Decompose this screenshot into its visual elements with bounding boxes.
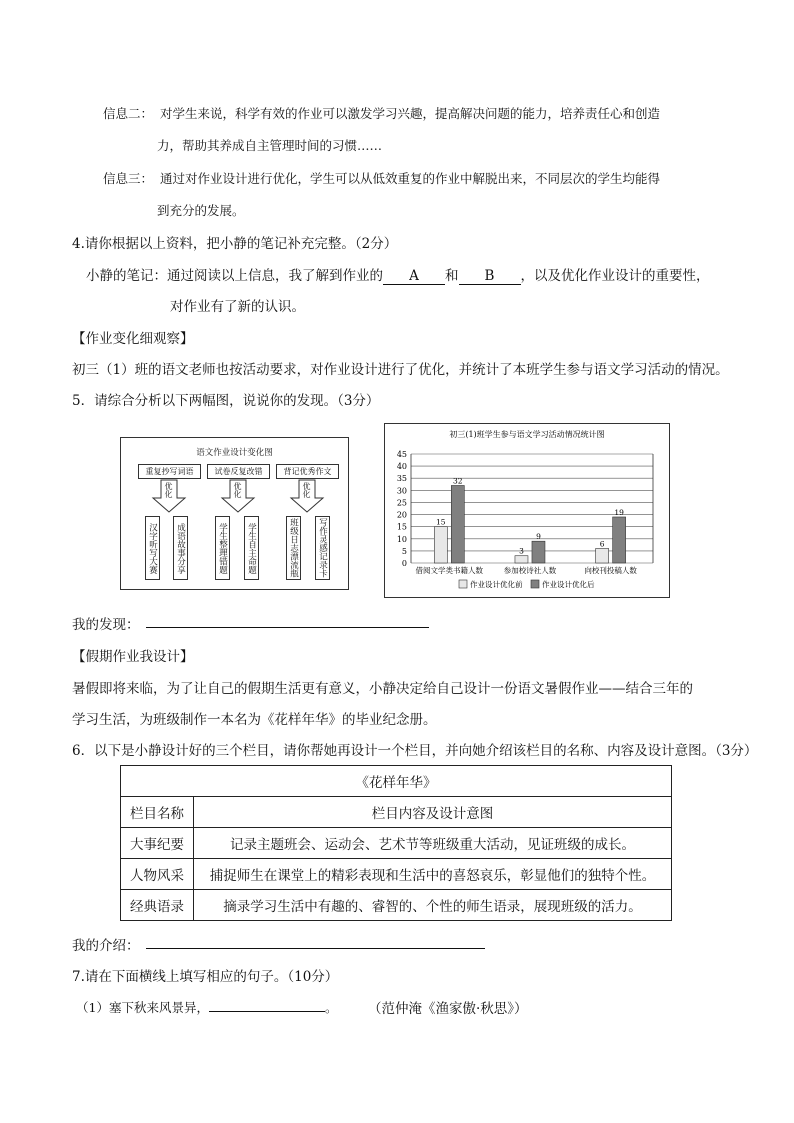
q7-item1-blank[interactable] [209, 1011, 325, 1012]
y-tick-label: 10 [396, 534, 407, 544]
diagram-bottom-3a: 班级日志漂流瓶 [286, 516, 301, 580]
q7-prompt: 7.请在下面横线上填写相应的句子。（10分） [72, 969, 339, 985]
table-header-content: 栏目内容及设计意图 [194, 797, 672, 828]
q6-intro-label: 我的介绍： [72, 938, 140, 954]
legend-swatch [459, 580, 467, 588]
y-tick-label: 0 [401, 559, 407, 568]
q4-prompt: 4.请你根据以上资料，把小静的笔记补充完整。（2分） [72, 236, 398, 252]
q7-item1-suffix: 。 [324, 1000, 338, 1015]
y-tick-label: 35 [396, 474, 407, 484]
y-tick-label: 5 [401, 546, 407, 556]
x-tick-label: 参加校诗社人数 [503, 566, 557, 575]
chart-svg [385, 424, 669, 597]
q7-item1-source: （范仲淹《渔家傲·秋思》） [368, 1001, 528, 1017]
q7-item1-prefix: （1）塞下秋来风景异， [76, 1000, 209, 1015]
bar-value-label: 19 [614, 507, 624, 517]
table-row [121, 859, 672, 890]
bar [596, 548, 609, 563]
diagram-top-1: 重复抄写词语 [138, 464, 201, 479]
y-tick-label: 40 [396, 462, 407, 472]
album-table [120, 765, 672, 921]
q7-item1 [76, 998, 337, 1016]
blank-a[interactable]: A [383, 268, 445, 285]
section-observe: 【作业变化细观察】 [72, 331, 194, 347]
bar-value-label: 6 [599, 539, 605, 549]
bar [532, 541, 545, 563]
diagram-top-3: 背记优秀作文 [276, 464, 339, 479]
q4-note [86, 264, 710, 285]
q4-note-line2: 对作业有了新的认识。 [170, 299, 305, 315]
table-row [121, 890, 672, 921]
bar-value-label: 9 [536, 532, 541, 542]
optimize-label-1: 优化 [164, 482, 173, 498]
table-cell-name: 大事纪要 [121, 828, 194, 859]
table-title: 《花样年华》 [121, 766, 672, 797]
activity-chart [384, 423, 670, 598]
bar [613, 517, 626, 563]
bar-value-label: 3 [519, 546, 524, 556]
q5-finding-blank[interactable] [146, 627, 429, 628]
diagram-bottom-2b: 学生自主命题 [244, 516, 259, 580]
q6-prompt: 6．以下是小静设计好的三个栏目，请你帮她再设计一个栏目，并向她介绍该栏目的名称、内容及设计意图。（3分） [72, 743, 758, 759]
table-cell-content: 记录主题班会、运动会、艺术节等班级重大活动，见证班级的成长。 [194, 828, 672, 859]
x-tick-label: 向校刊投稿人数 [584, 566, 637, 575]
info2-line2: 力，帮助其养成自主管理时间的习惯…… [157, 138, 383, 153]
info3-line1: 通过对作业设计进行优化，学生可以从低效重复的作业中解脱出来，不同层次的学生均能得 [160, 171, 661, 186]
diagram-bottom-1a: 汉字听写大赛 [145, 516, 160, 580]
diagram-bottom-2a: 学生整理错题 [215, 516, 230, 580]
q4-and: 和 [445, 268, 459, 284]
q6-intro-blank[interactable] [146, 948, 485, 949]
y-tick-label: 30 [396, 486, 407, 496]
y-tick-label: 20 [396, 510, 407, 520]
optimize-label-3: 优化 [302, 482, 311, 498]
table-cell-content: 捕捉师生在课堂上的精彩表现和生活中的喜怒哀乐，彰显他们的独特个性。 [194, 859, 672, 890]
bar-value-label: 32 [453, 476, 463, 486]
diagram-title: 语文作业设计变化图 [196, 448, 273, 458]
table-cell-name: 经典语录 [121, 890, 194, 921]
table-cell-content: 摘录学习生活中有趣的、睿智的、个性的师生语录，展现班级的活力。 [194, 890, 672, 921]
q4-note-suffix: ，以及优化作业设计的重要性， [520, 268, 710, 284]
info2-label: 信息二： [103, 106, 154, 121]
y-tick-label: 45 [396, 450, 407, 459]
section-design: 【假期作业我设计】 [72, 649, 194, 665]
bar [515, 556, 528, 563]
q5-finding-label: 我的发现： [72, 617, 140, 633]
diagram-top-2: 试卷反复改错 [207, 464, 270, 479]
legend-label: 作业设计优化后 [542, 580, 595, 589]
optimize-label-2: 优化 [233, 482, 242, 498]
q4-note-prefix: 小静的笔记：通过阅读以上信息，我了解到作业的 [86, 268, 383, 284]
table-cell-name: 人物风采 [121, 859, 194, 890]
info3-line2: 到充分的发展。 [157, 203, 245, 218]
q5-prompt: 5．请综合分析以下两幅图，说说你的发现。（3分） [72, 393, 380, 409]
y-tick-label: 15 [396, 522, 407, 532]
table-header-name: 栏目名称 [121, 797, 194, 828]
bar-value-label: 15 [436, 517, 446, 527]
design-text-1: 暑假即将来临，为了让自己的假期生活更有意义，小静决定给自己设计一份语文暑假作业——结合三年的 [72, 681, 693, 697]
diagram-bottom-3b: 写作灵感记录卡 [315, 516, 330, 580]
chart-title: 初三(1)班学生参与语文学习活动情况统计图 [449, 430, 605, 439]
bar [451, 485, 464, 563]
info2-line1: 对学生来说，科学有效的作业可以激发学习兴趣，提高解决问题的能力，培养责任心和创造 [160, 106, 661, 121]
design-text-2: 学习生活，为班级制作一本名为《花样年华》的毕业纪念册。 [72, 712, 437, 728]
diagram-bottom-1b: 成语故事分享 [173, 516, 188, 580]
table-row [121, 828, 672, 859]
legend-swatch [531, 580, 539, 588]
blank-b[interactable]: B [459, 268, 521, 285]
info3-label: 信息三： [103, 171, 154, 186]
x-tick-label: 借阅文学类书籍人数 [415, 566, 484, 575]
observe-text: 初三（1）班的语文老师也按活动要求，对作业设计进行了优化，并统计了本班学生参与语文学习活动的情况。 [72, 362, 729, 378]
y-tick-label: 25 [396, 498, 407, 508]
bar [434, 527, 447, 563]
legend-label: 作业设计优化前 [470, 580, 523, 589]
homework-design-diagram [120, 437, 349, 590]
